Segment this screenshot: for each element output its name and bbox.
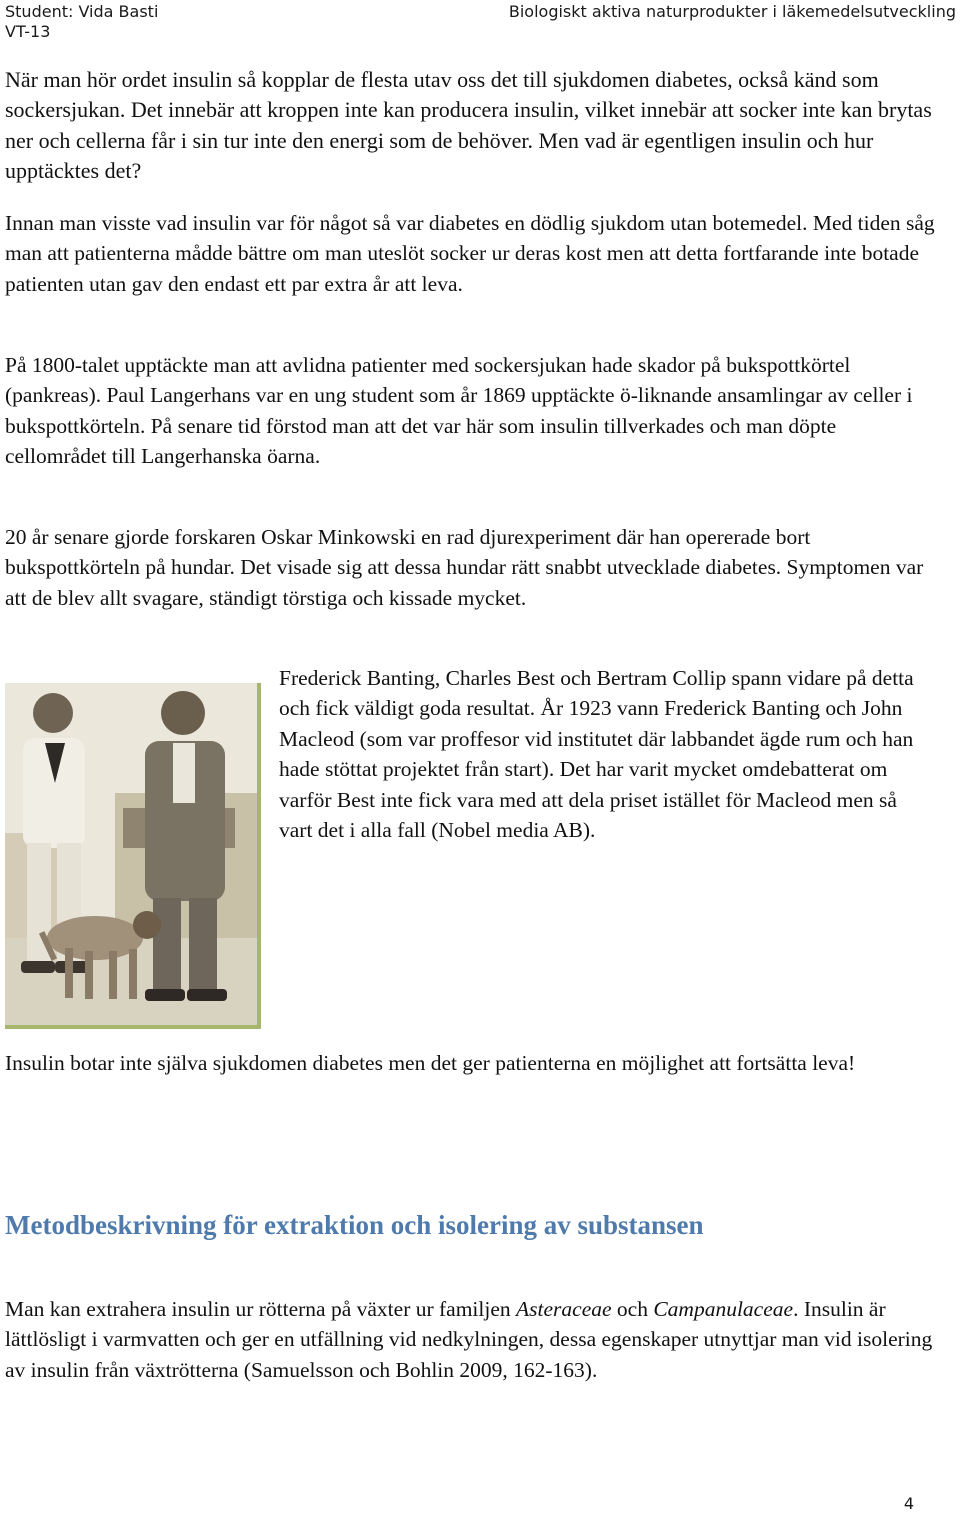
method-text-3: . Insulin är lättlösligt i varmvatten och ger en utfällning vid nedkylningen, dessa egenskaper utnyttjar man vid isolering av insulin från växtrötterna (Samuelsson och Bohlin 2009, 162-163). xyxy=(5,1297,933,1382)
paragraph-langerhans: På 1800-talet upptäckte man att avlidna patienter med sockersjukan hade skador på bukspottkörtel (pankreas). Paul Langerhans var en ung student som år 1869 upptäckte ö-liknande ansamlingar av celler i bukspottkörteln. På senare tid förstod man att det var här som insulin tillverkades och man döpte cellområdet till Langerhanska öarna. xyxy=(5,353,913,469)
method-text-1: Man kan extrahera insulin ur rötterna på växter ur familjen xyxy=(5,1297,517,1321)
family-name-asteraceae: Asteraceae xyxy=(516,1297,612,1321)
paragraph-nobel: Frederick Banting, Charles Best och Bertram Collip spann vidare på detta och fick väldigt goda resultat. År 1923 vann Frederick Banting och John Macleod (som var proffesor vid institutet där labbandet ägde rum och han hade stöttat projektet från start). Det har varit mycket omdebatterat om varför Best inte fick vara med att dela priset istället för Macleod men så vart det i alla fall (Nobel media AB). xyxy=(279,666,914,843)
paragraph-conclusion: Insulin botar inte själva sjukdomen diabetes men det ger patienterna en möjlighet att fortsätta leva! xyxy=(5,1051,856,1075)
section-heading: Metodbeskrivning för extraktion och isolering av substansen xyxy=(5,1210,704,1240)
header-term: VT-13 xyxy=(5,22,51,41)
header-left xyxy=(5,2,158,42)
paragraph-history: Innan man visste vad insulin var för något så var diabetes en dödlig sjukdom utan botemedel. Med tiden såg man att patienterna mådde bättre om man uteslöt socker ur deras kost men att detta fortfarande inte botade patienten utan gav den endast ett par extra år att leva. xyxy=(5,211,935,296)
family-name-campanulaceae: Campanulaceae xyxy=(653,1297,794,1321)
header-student: Student: Vida Basti xyxy=(5,2,159,21)
paragraph-method xyxy=(5,1294,935,1385)
paragraph-minkowski: 20 år senare gjorde forskaren Oskar Minkowski en rad djurexperiment där han opererade bort bukspottkörteln på hundar. Det visade sig att dessa hundar rätt snabbt utvecklade diabetes. Symptomen var att de blev allt svagare, ständigt törstiga och kissade mycket. xyxy=(5,525,924,610)
paragraph-intro: När man hör ordet insulin så kopplar de flesta utav oss det till sjukdomen diabetes, också känd som sockersjukan. Det innebär att kroppen inte kan producera insulin, vilket innebär att socker inte kan brytas ner och cellerna får i sin tur inte den energi som de behöver. Men vad är egentligen insulin och hur upptäcktes det? xyxy=(5,67,932,184)
header-course: Biologiskt aktiva naturprodukter i läkemedelsutveckling xyxy=(508,2,956,21)
method-text-2: och xyxy=(611,1297,654,1321)
historical-photo xyxy=(5,683,261,1029)
photo-illustration xyxy=(5,683,257,1025)
page-number: 4 xyxy=(903,1494,914,1513)
